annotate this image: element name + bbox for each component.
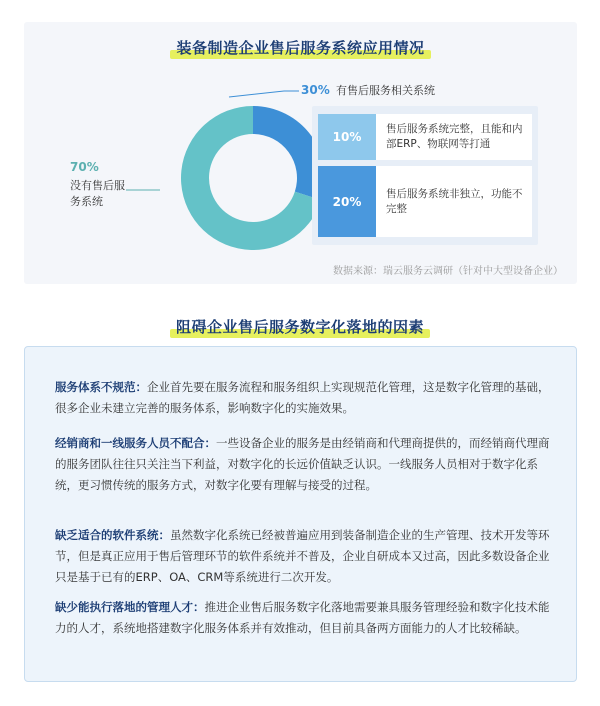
label-70-pct: 70% <box>70 160 99 174</box>
usage-title-wrap <box>24 37 577 58</box>
factor-heading: 缺少能执行落地的管理人才： <box>55 600 205 614</box>
factor-heading: 缺乏适合的软件系统： <box>55 528 170 542</box>
factors-panel <box>24 346 577 682</box>
factors-title-wrap <box>0 316 600 337</box>
factor-body: 一些设备企业的服务是由经销商和代理商提供的，而经销商代理商的服务团队往往只关注当下利益，对数字化的长远价值缺乏认识。一线服务人员相对于数字化系统，更习惯传统的服务方式，对数字化要有理解与接受的过程。 <box>55 436 550 492</box>
breakdown-pct-10: 10% <box>318 114 376 160</box>
factor-item <box>55 597 555 639</box>
factor-heading: 服务体系不规范： <box>55 380 147 394</box>
breakdown-pct-20: 20% <box>318 166 376 237</box>
usage-panel <box>24 22 577 284</box>
factors-title: 阻碍企业售后服务数字化落地的因素 <box>170 316 430 337</box>
data-source: 数据来源：瑞云服务云调研（针对中大型设备企业） <box>333 266 563 277</box>
factor-item <box>55 377 555 419</box>
breakdown-desc-20: 售后服务系统非独立，功能不完整 <box>386 187 523 215</box>
factor-body: 推进企业售后服务数字化落地需要兼具服务管理经验和数字化技术能力的人才，系统地搭建数字化服务体系并有效推动，但目前具备两方面能力的人才比较稀缺。 <box>55 600 550 635</box>
breakdown-item-20 <box>318 166 532 237</box>
callout-line-30 <box>229 91 299 97</box>
usage-title: 装备制造企业售后服务系统应用情况 <box>170 37 430 58</box>
factor-body: 虽然数字化系统已经被普遍应用到装备制造企业的生产管理、技术开发等环节，但是真正应用于售后管理环节的软件系统并不普及，企业自研成本又过高，因此多数设备企业只是基于已有的ERP、OA、CRM等系统进行二次开发。 <box>55 528 550 584</box>
factor-item <box>55 525 555 588</box>
breakdown-box <box>312 106 538 245</box>
label-30-pct: 30% <box>301 83 330 97</box>
factor-item <box>55 433 555 496</box>
breakdown-item-10 <box>318 114 532 160</box>
label-with-system: 有售后服务相关系统 <box>336 84 435 97</box>
factor-heading: 经销商和一线服务人员不配合： <box>55 436 216 450</box>
breakdown-desc-10: 售后服务系统完整，且能和内部ERP、物联网等打通 <box>386 123 523 150</box>
donut-chart <box>179 104 327 252</box>
label-without-system: 没有售后服务系统 <box>70 179 125 208</box>
factor-body: 企业首先要在服务流程和服务组织上实现规范化管理，这是数字化管理的基础，很多企业未建立完善的服务体系，影响数字化的实施效果。 <box>55 380 550 415</box>
